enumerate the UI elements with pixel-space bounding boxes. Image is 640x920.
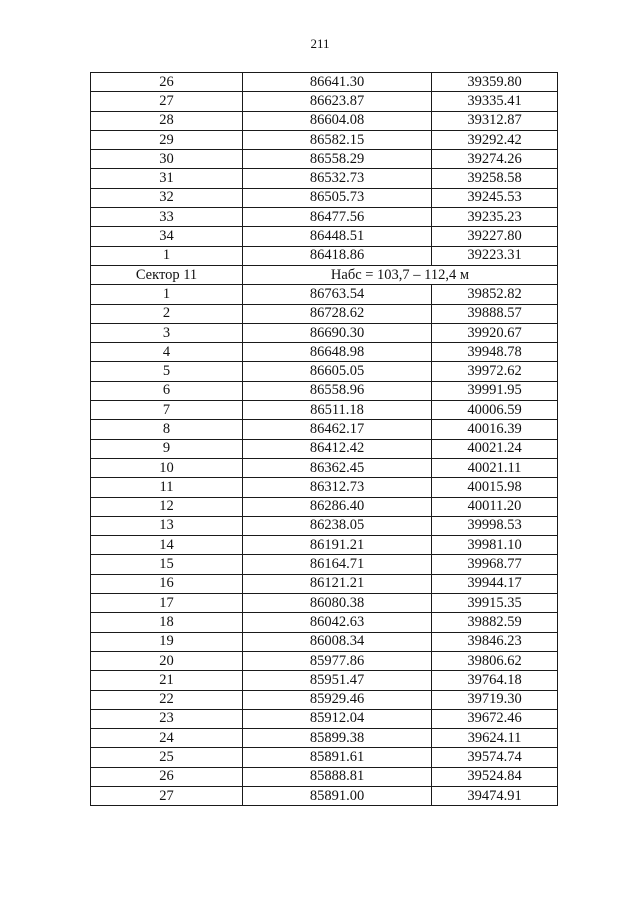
table-row xyxy=(91,497,558,516)
x-coordinate-cell: 86238.05 xyxy=(243,516,432,535)
point-number-cell: 33 xyxy=(91,208,243,227)
y-coordinate-cell: 39245.53 xyxy=(432,188,558,207)
y-coordinate-cell: 39888.57 xyxy=(432,304,558,323)
y-coordinate-cell: 39846.23 xyxy=(432,632,558,651)
point-number-cell: 14 xyxy=(91,536,243,555)
table-row xyxy=(91,632,558,651)
x-coordinate-cell: 86604.08 xyxy=(243,111,432,130)
y-coordinate-cell: 40015.98 xyxy=(432,478,558,497)
table-row xyxy=(91,92,558,111)
point-number-cell: 34 xyxy=(91,227,243,246)
table-row xyxy=(91,150,558,169)
table-row xyxy=(91,420,558,439)
x-coordinate-cell: 85899.38 xyxy=(243,729,432,748)
x-coordinate-cell: 86008.34 xyxy=(243,632,432,651)
y-coordinate-cell: 39972.62 xyxy=(432,362,558,381)
y-coordinate-cell: 40021.24 xyxy=(432,439,558,458)
point-number-cell: 32 xyxy=(91,188,243,207)
point-number-cell: 29 xyxy=(91,130,243,149)
y-coordinate-cell: 40006.59 xyxy=(432,401,558,420)
table-row xyxy=(91,285,558,304)
y-coordinate-cell: 39915.35 xyxy=(432,594,558,613)
table-row xyxy=(91,323,558,342)
y-coordinate-cell: 39920.67 xyxy=(432,323,558,342)
point-number-cell: 27 xyxy=(91,786,243,805)
table-row xyxy=(91,671,558,690)
point-number-cell: 19 xyxy=(91,632,243,651)
point-number-cell: 20 xyxy=(91,651,243,670)
x-coordinate-cell: 86763.54 xyxy=(243,285,432,304)
table-row xyxy=(91,439,558,458)
point-number-cell: 10 xyxy=(91,458,243,477)
point-number-cell: 26 xyxy=(91,767,243,786)
point-number-cell: 21 xyxy=(91,671,243,690)
table-row xyxy=(91,516,558,535)
x-coordinate-cell: 86641.30 xyxy=(243,73,432,92)
point-number-cell: 30 xyxy=(91,150,243,169)
table-row xyxy=(91,111,558,130)
y-coordinate-cell: 39991.95 xyxy=(432,381,558,400)
y-coordinate-cell: 39274.26 xyxy=(432,150,558,169)
table-row xyxy=(91,246,558,265)
y-coordinate-cell: 39474.91 xyxy=(432,786,558,805)
table-row xyxy=(91,169,558,188)
point-number-cell: 5 xyxy=(91,362,243,381)
x-coordinate-cell: 86558.29 xyxy=(243,150,432,169)
coordinates-table-body xyxy=(91,73,558,806)
x-coordinate-cell: 86191.21 xyxy=(243,536,432,555)
table-row xyxy=(91,401,558,420)
coordinates-table xyxy=(90,72,558,806)
x-coordinate-cell: 85891.00 xyxy=(243,786,432,805)
point-number-cell: 28 xyxy=(91,111,243,130)
point-number-cell: 12 xyxy=(91,497,243,516)
table-row xyxy=(91,594,558,613)
table-row xyxy=(91,73,558,92)
y-coordinate-cell: 39672.46 xyxy=(432,709,558,728)
x-coordinate-cell: 86605.05 xyxy=(243,362,432,381)
table-row xyxy=(91,767,558,786)
point-number-cell: 7 xyxy=(91,401,243,420)
point-number-cell: 2 xyxy=(91,304,243,323)
y-coordinate-cell: 39227.80 xyxy=(432,227,558,246)
x-coordinate-cell: 86362.45 xyxy=(243,458,432,477)
y-coordinate-cell: 39719.30 xyxy=(432,690,558,709)
y-coordinate-cell: 39981.10 xyxy=(432,536,558,555)
y-coordinate-cell: 39312.87 xyxy=(432,111,558,130)
table-row xyxy=(91,536,558,555)
point-number-cell: 15 xyxy=(91,555,243,574)
table-row xyxy=(91,208,558,227)
point-number-cell: 16 xyxy=(91,574,243,593)
x-coordinate-cell: 85891.61 xyxy=(243,748,432,767)
y-coordinate-cell: 39235.23 xyxy=(432,208,558,227)
x-coordinate-cell: 85888.81 xyxy=(243,767,432,786)
page-number: 211 xyxy=(310,36,330,51)
table-row xyxy=(91,651,558,670)
sector-label: Сектор 11 xyxy=(91,265,243,284)
table-row xyxy=(91,574,558,593)
table-row xyxy=(91,188,558,207)
x-coordinate-cell: 86412.42 xyxy=(243,439,432,458)
x-coordinate-cell: 86286.40 xyxy=(243,497,432,516)
table-row xyxy=(91,478,558,497)
y-coordinate-cell: 39998.53 xyxy=(432,516,558,535)
point-number-cell: 4 xyxy=(91,343,243,362)
table-row xyxy=(91,729,558,748)
y-coordinate-cell: 40011.20 xyxy=(432,497,558,516)
x-coordinate-cell: 86448.51 xyxy=(243,227,432,246)
y-coordinate-cell: 39624.11 xyxy=(432,729,558,748)
y-coordinate-cell: 39335.41 xyxy=(432,92,558,111)
y-coordinate-cell: 39524.84 xyxy=(432,767,558,786)
point-number-cell: 27 xyxy=(91,92,243,111)
table-row xyxy=(91,362,558,381)
x-coordinate-cell: 86505.73 xyxy=(243,188,432,207)
table-row xyxy=(91,304,558,323)
point-number-cell: 26 xyxy=(91,73,243,92)
y-coordinate-cell: 39944.17 xyxy=(432,574,558,593)
x-coordinate-cell: 86690.30 xyxy=(243,323,432,342)
x-coordinate-cell: 86648.98 xyxy=(243,343,432,362)
table-row xyxy=(91,748,558,767)
y-coordinate-cell: 39223.31 xyxy=(432,246,558,265)
x-coordinate-cell: 85929.46 xyxy=(243,690,432,709)
table-row xyxy=(91,786,558,805)
y-coordinate-cell: 39852.82 xyxy=(432,285,558,304)
point-number-cell: 11 xyxy=(91,478,243,497)
y-coordinate-cell: 39292.42 xyxy=(432,130,558,149)
table-row xyxy=(91,458,558,477)
y-coordinate-cell: 40021.11 xyxy=(432,458,558,477)
point-number-cell: 31 xyxy=(91,169,243,188)
point-number-cell: 6 xyxy=(91,381,243,400)
x-coordinate-cell: 86080.38 xyxy=(243,594,432,613)
y-coordinate-cell: 39948.78 xyxy=(432,343,558,362)
x-coordinate-cell: 86477.56 xyxy=(243,208,432,227)
table-row xyxy=(91,381,558,400)
point-number-cell: 1 xyxy=(91,246,243,265)
point-number-cell: 22 xyxy=(91,690,243,709)
y-coordinate-cell: 39968.77 xyxy=(432,555,558,574)
sector-header-row xyxy=(91,265,558,284)
point-number-cell: 18 xyxy=(91,613,243,632)
point-number-cell: 13 xyxy=(91,516,243,535)
y-coordinate-cell: 40016.39 xyxy=(432,420,558,439)
x-coordinate-cell: 86312.73 xyxy=(243,478,432,497)
x-coordinate-cell: 86418.86 xyxy=(243,246,432,265)
y-coordinate-cell: 39574.74 xyxy=(432,748,558,767)
y-coordinate-cell: 39806.62 xyxy=(432,651,558,670)
x-coordinate-cell: 86462.17 xyxy=(243,420,432,439)
point-number-cell: 17 xyxy=(91,594,243,613)
y-coordinate-cell: 39359.80 xyxy=(432,73,558,92)
sector-height-range: Набс = 103,7 – 112,4 м xyxy=(243,265,558,284)
x-coordinate-cell: 85912.04 xyxy=(243,709,432,728)
table-row xyxy=(91,613,558,632)
x-coordinate-cell: 86558.96 xyxy=(243,381,432,400)
table-row xyxy=(91,130,558,149)
x-coordinate-cell: 86582.15 xyxy=(243,130,432,149)
x-coordinate-cell: 86164.71 xyxy=(243,555,432,574)
point-number-cell: 25 xyxy=(91,748,243,767)
x-coordinate-cell: 86623.87 xyxy=(243,92,432,111)
table-row xyxy=(91,690,558,709)
table-row xyxy=(91,343,558,362)
point-number-cell: 1 xyxy=(91,285,243,304)
y-coordinate-cell: 39882.59 xyxy=(432,613,558,632)
point-number-cell: 3 xyxy=(91,323,243,342)
point-number-cell: 8 xyxy=(91,420,243,439)
point-number-cell: 23 xyxy=(91,709,243,728)
point-number-cell: 24 xyxy=(91,729,243,748)
x-coordinate-cell: 86532.73 xyxy=(243,169,432,188)
table-row xyxy=(91,227,558,246)
table-row xyxy=(91,709,558,728)
y-coordinate-cell: 39258.58 xyxy=(432,169,558,188)
point-number-cell: 9 xyxy=(91,439,243,458)
x-coordinate-cell: 86728.62 xyxy=(243,304,432,323)
x-coordinate-cell: 86121.21 xyxy=(243,574,432,593)
y-coordinate-cell: 39764.18 xyxy=(432,671,558,690)
x-coordinate-cell: 86042.63 xyxy=(243,613,432,632)
table-row xyxy=(91,555,558,574)
x-coordinate-cell: 86511.18 xyxy=(243,401,432,420)
x-coordinate-cell: 85977.86 xyxy=(243,651,432,670)
x-coordinate-cell: 85951.47 xyxy=(243,671,432,690)
